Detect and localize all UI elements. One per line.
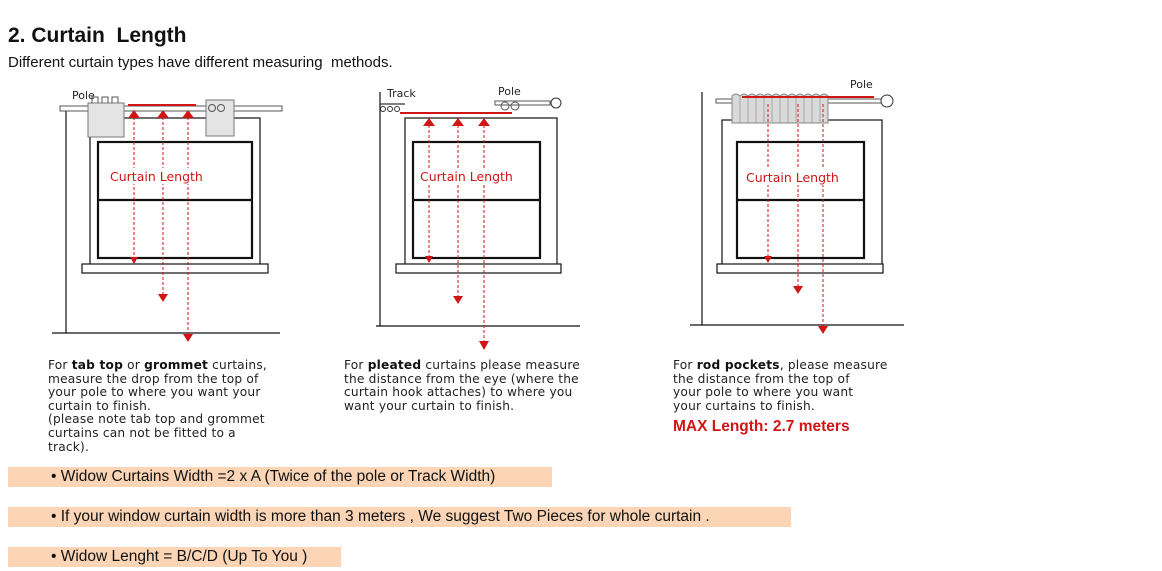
curtain-length-label: Curtain Length: [746, 170, 839, 185]
caption-tab-top: For tab top or grommet curtains, measure the drop from the top of your pole to where you want your curtain to finish. (please note tab top and grommet curtains can not be fitted to a track).: [48, 358, 267, 454]
curtain-length-label: Curtain Length: [420, 169, 513, 184]
caption-rod-pocket: For rod pockets, please measure the distance from the top of your pole to where you want your curtains to finish.: [673, 358, 888, 413]
pole-label: Pole: [850, 78, 873, 91]
max-length-note: MAX Length: 2.7 meters: [673, 418, 850, 435]
pole-label: Pole: [498, 85, 521, 98]
section-title: 2. Curtain Length: [8, 24, 187, 47]
curtain-length-label: Curtain Length: [110, 169, 203, 184]
section-subtitle: Different curtain types have different measuring methods.: [8, 54, 393, 71]
note-two-pieces: • If your window curtain width is more than 3 meters , We suggest Two Pieces for whole curtain .: [8, 507, 791, 527]
caption-pleated: For pleated curtains please measure the distance from the eye (where the curtain hook attaches) to where you want your curtain to finish.: [344, 358, 580, 413]
note-width: • Widow Curtains Width =2 x A (Twice of the pole or Track Width): [8, 467, 552, 487]
curtain-rod-pocket: [732, 94, 828, 123]
pole-label: Pole: [72, 89, 95, 102]
track-label: Track: [387, 87, 416, 100]
note-length: • Widow Lenght = B/C/D (Up To You ): [8, 547, 341, 567]
